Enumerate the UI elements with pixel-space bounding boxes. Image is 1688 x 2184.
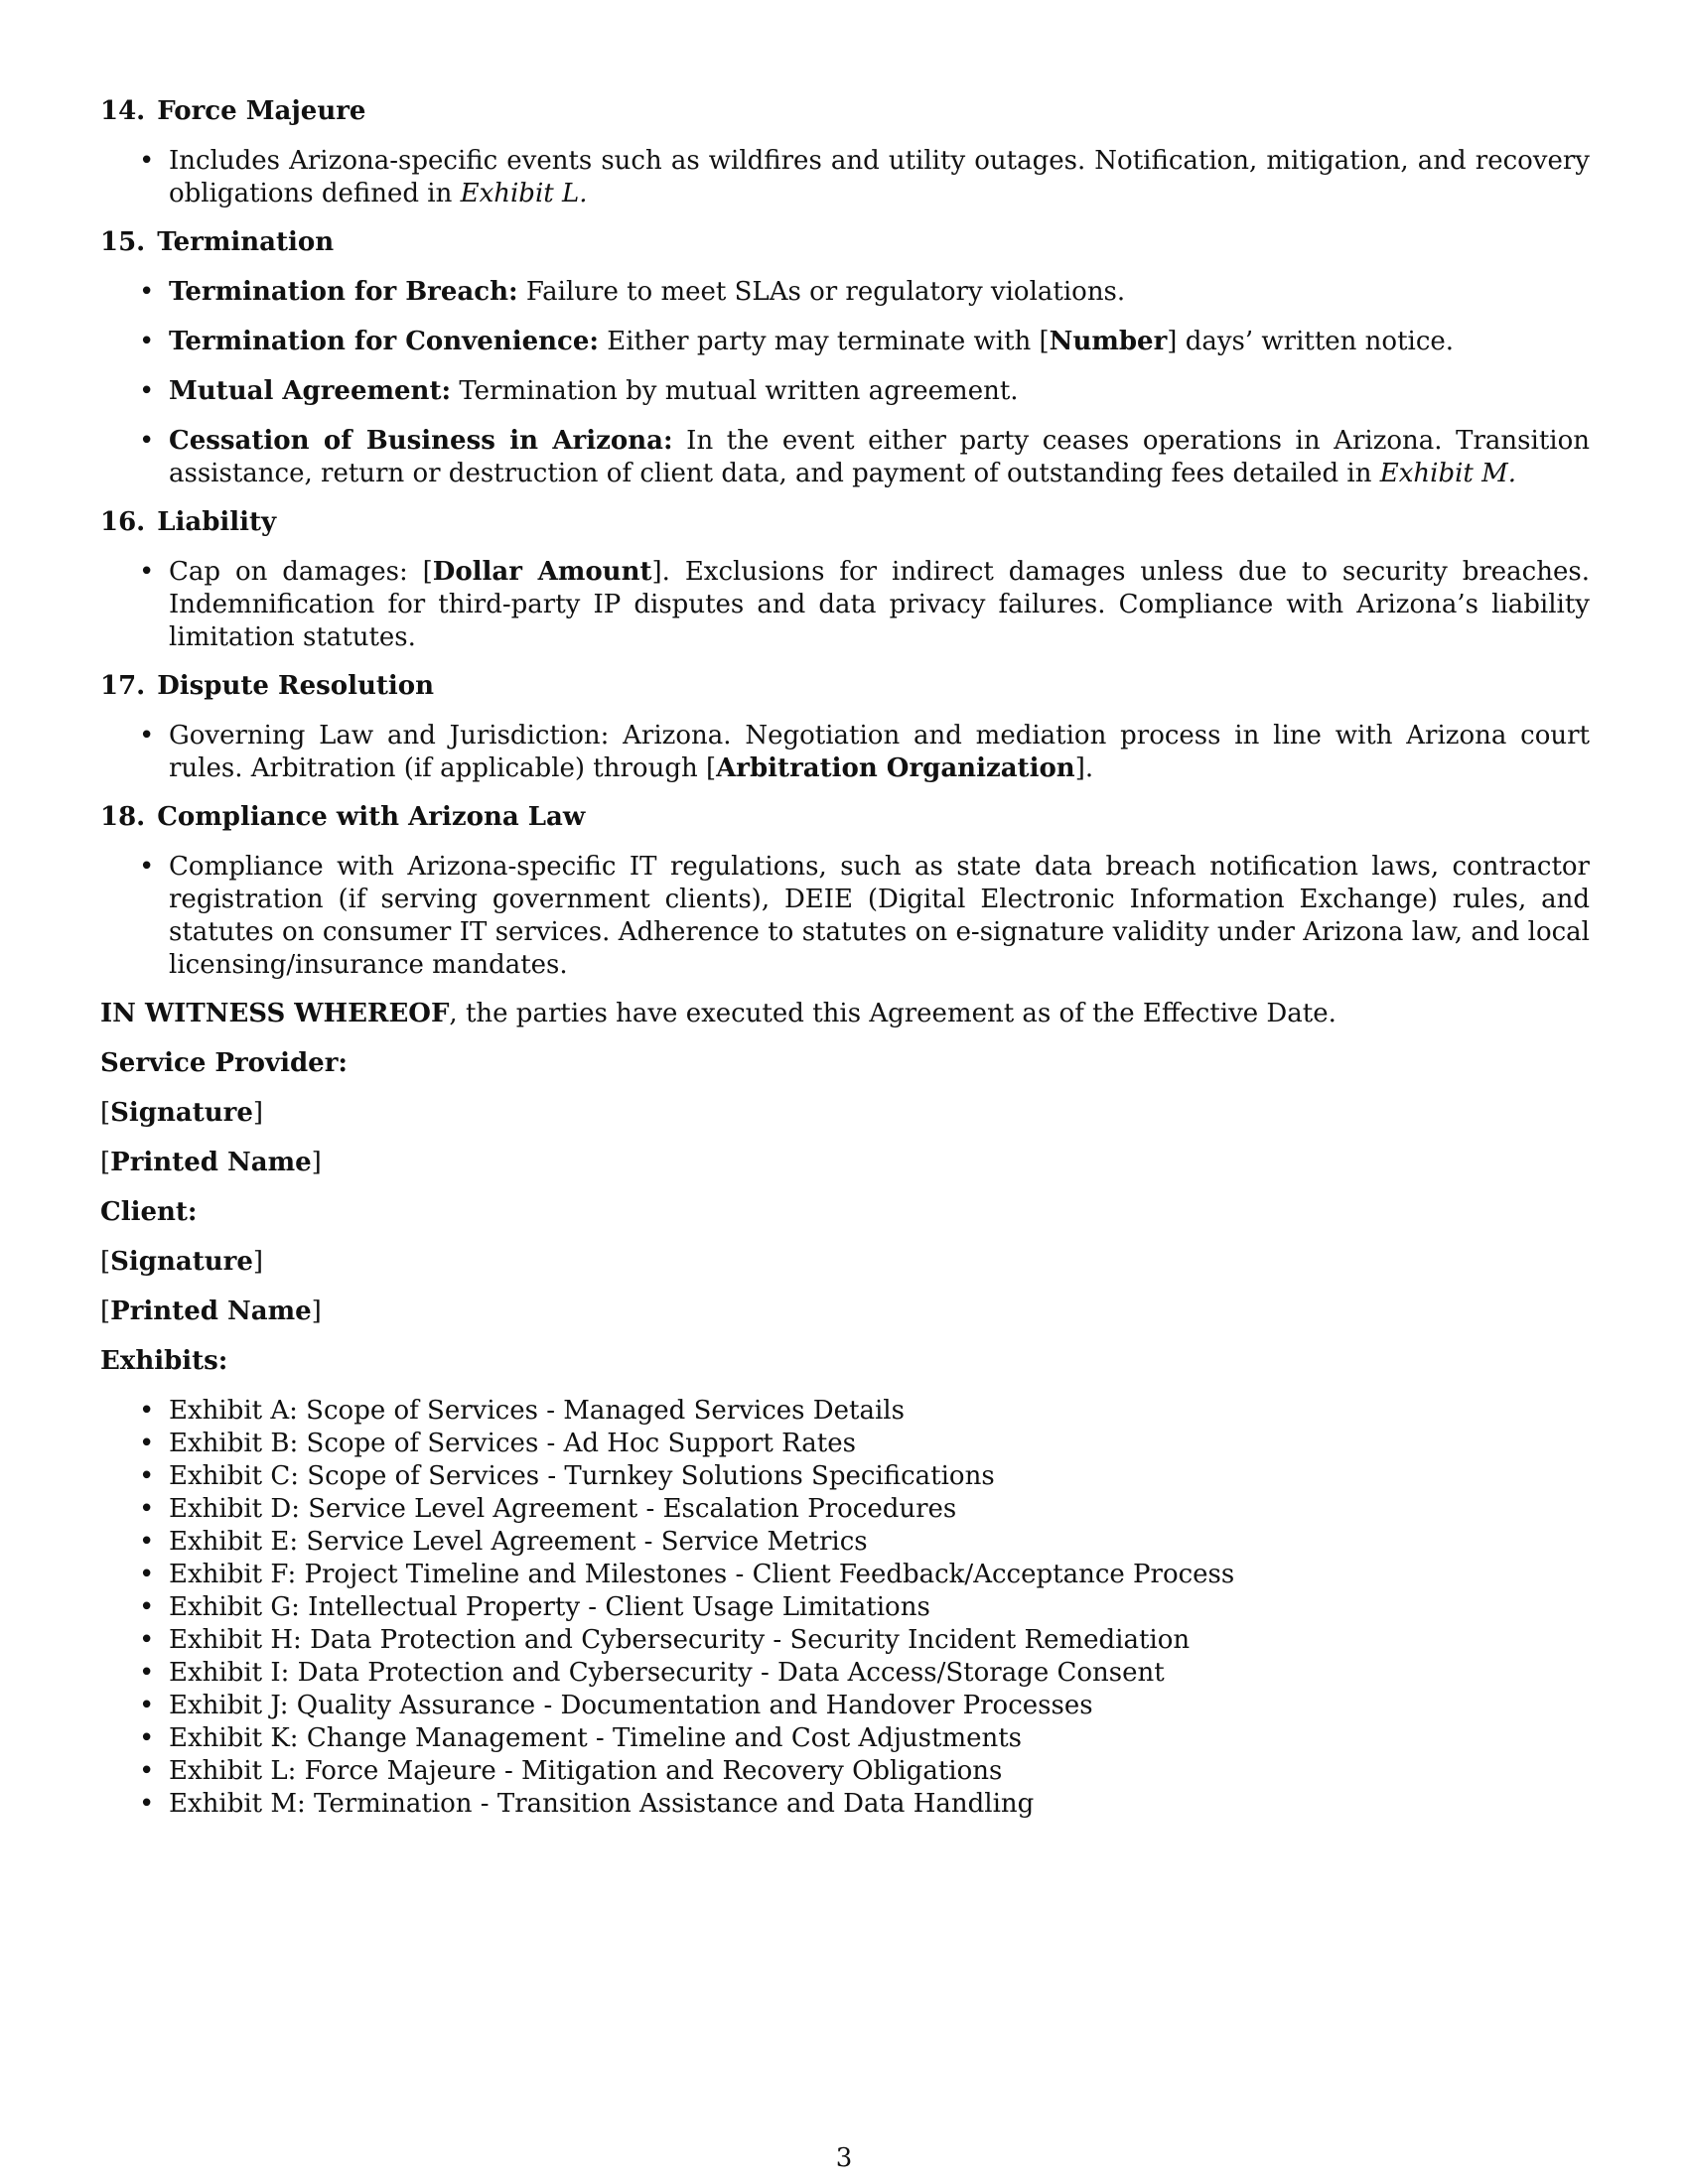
exhibit-item: • Exhibit G: Intellectual Property - Client Usage Limitations — [169, 1591, 1590, 1624]
item-label: Termination for Breach: — [169, 277, 518, 307]
exhibit-item: • Exhibit I: Data Protection and Cybersecurity - Data Access/Storage Consent — [169, 1657, 1590, 1690]
exhibit-reference: Exhibit M. — [1379, 459, 1517, 488]
exhibit-item: • Exhibit K: Change Management - Timeline and Cost Adjustments — [169, 1722, 1590, 1755]
bullet-list — [100, 556, 1590, 654]
client-signature-line: [Signature] — [100, 1247, 264, 1277]
section-title: Compliance with Arizona Law — [157, 802, 586, 832]
document-page — [100, 95, 1590, 1821]
printed-name-placeholder: Printed Name — [110, 1297, 312, 1326]
exhibit-item: • Exhibit H: Data Protection and Cybersecurity - Security Incident Remediation — [169, 1624, 1590, 1657]
item-label: Mutual Agreement: — [169, 376, 452, 406]
section-heading — [100, 801, 1590, 834]
list-item — [169, 556, 1590, 654]
section-number: 16. — [100, 507, 146, 537]
bullet-list — [100, 145, 1590, 210]
section-title: Force Majeure — [157, 96, 366, 126]
section-title: Dispute Resolution — [157, 671, 435, 701]
printed-name-placeholder: Printed Name — [110, 1148, 312, 1177]
list-item — [169, 375, 1590, 408]
bullet-list — [100, 720, 1590, 785]
list-item — [169, 326, 1590, 358]
item-text: Compliance with Arizona-specific IT regulations, such as state data breach notification laws, contractor registration (if serving government clients), DEIE (Digital Electronic Information Exchange) rules, and statutes on consumer IT services. Adherence to statutes on e-signature validity under Arizona law, and local licensing/insurance mandates. — [169, 852, 1590, 980]
exhibits-list — [100, 1395, 1590, 1821]
bullet-list — [100, 851, 1590, 982]
list-item — [169, 425, 1590, 490]
item-text: Failure to meet SLAs or regulatory violations. — [517, 277, 1126, 307]
section-force-majeure — [100, 95, 1590, 210]
service-provider-label: Service Provider: — [100, 1048, 349, 1078]
item-text: ] days’ written notice. — [1167, 327, 1455, 356]
exhibit-item: • Exhibit B: Scope of Services - Ad Hoc Support Rates — [169, 1428, 1590, 1460]
list-item — [169, 145, 1590, 210]
item-text: ]. Exclusions for indirect damages unless due to security breaches. Indemnification for third-party IP disputes and data privacy failures. Compliance with Arizona’s liability limitation statutes. — [169, 557, 1590, 652]
section-heading — [100, 670, 1590, 703]
section-number: 17. — [100, 671, 146, 701]
placeholder-field: Dollar Amount — [432, 557, 652, 587]
item-text: ]. — [1074, 753, 1094, 783]
section-title: Termination — [157, 227, 335, 257]
section-number: 18. — [100, 802, 146, 832]
exhibit-item: • Exhibit J: Quality Assurance - Documentation and Handover Processes — [169, 1690, 1590, 1722]
item-text: Either party may terminate with [ — [599, 327, 1050, 356]
item-text: Governing Law and Jurisdiction: Arizona. Negotiation and mediation process in line with Arizona court rules. Arbitration (if applicable) through [ — [169, 721, 1590, 783]
provider-printed-name-line: [Printed Name] — [100, 1148, 322, 1177]
exhibit-item: • Exhibit D: Service Level Agreement - Escalation Procedures — [169, 1493, 1590, 1526]
item-text: In the event either party ceases operations in Arizona. Transition assistance, return or destruction of client data, and payment of outstanding fees detailed in — [169, 426, 1590, 488]
client-label: Client: — [100, 1197, 198, 1227]
bullet-list — [100, 276, 1590, 490]
exhibits-title: Exhibits: — [100, 1346, 228, 1376]
witness-clause — [100, 998, 1590, 1030]
section-termination — [100, 226, 1590, 490]
witness-text: , the parties have executed this Agreement as of the Effective Date. — [449, 999, 1336, 1028]
section-heading — [100, 506, 1590, 539]
exhibit-reference: Exhibit L. — [460, 179, 588, 208]
exhibit-item: • Exhibit C: Scope of Services - Turnkey Solutions Specifications — [169, 1460, 1590, 1493]
exhibit-item: • Exhibit M: Termination - Transition Assistance and Data Handling — [169, 1788, 1590, 1821]
exhibit-item: • Exhibit E: Service Level Agreement - Service Metrics — [169, 1526, 1590, 1559]
client-printed-name-line: [Printed Name] — [100, 1297, 322, 1326]
provider-signature-line: [Signature] — [100, 1098, 264, 1128]
section-number: 15. — [100, 227, 146, 257]
exhibit-item: • Exhibit L: Force Majeure - Mitigation and Recovery Obligations — [169, 1755, 1590, 1788]
item-text: Termination by mutual written agreement. — [451, 376, 1019, 406]
witness-lead: IN WITNESS WHEREOF — [100, 999, 450, 1028]
section-dispute-resolution — [100, 670, 1590, 785]
page-number: 3 — [835, 2143, 853, 2173]
section-heading — [100, 226, 1590, 259]
list-item — [169, 720, 1590, 785]
placeholder-field: Number — [1049, 327, 1168, 356]
signature-placeholder: Signature — [110, 1098, 253, 1128]
item-text: Includes Arizona-specific events such as wildfires and utility outages. Notification, mitigation, and recovery obligations defined in — [169, 146, 1590, 208]
signature-placeholder: Signature — [110, 1247, 253, 1277]
section-title: Liability — [157, 507, 277, 537]
exhibit-item: • Exhibit A: Scope of Services - Managed Services Details — [169, 1395, 1590, 1428]
item-text: Cap on damages: [ — [169, 557, 433, 587]
item-label: Termination for Convenience: — [169, 327, 599, 356]
section-liability — [100, 506, 1590, 654]
exhibit-item: • Exhibit F: Project Timeline and Milestones - Client Feedback/Acceptance Process — [169, 1559, 1590, 1591]
list-item — [169, 276, 1590, 309]
list-item — [169, 851, 1590, 982]
section-heading — [100, 95, 1590, 128]
item-label: Cessation of Business in Arizona: — [169, 426, 673, 456]
placeholder-field: Arbitration Organization — [716, 753, 1075, 783]
section-number: 14. — [100, 96, 146, 126]
section-compliance-arizona-law — [100, 801, 1590, 982]
